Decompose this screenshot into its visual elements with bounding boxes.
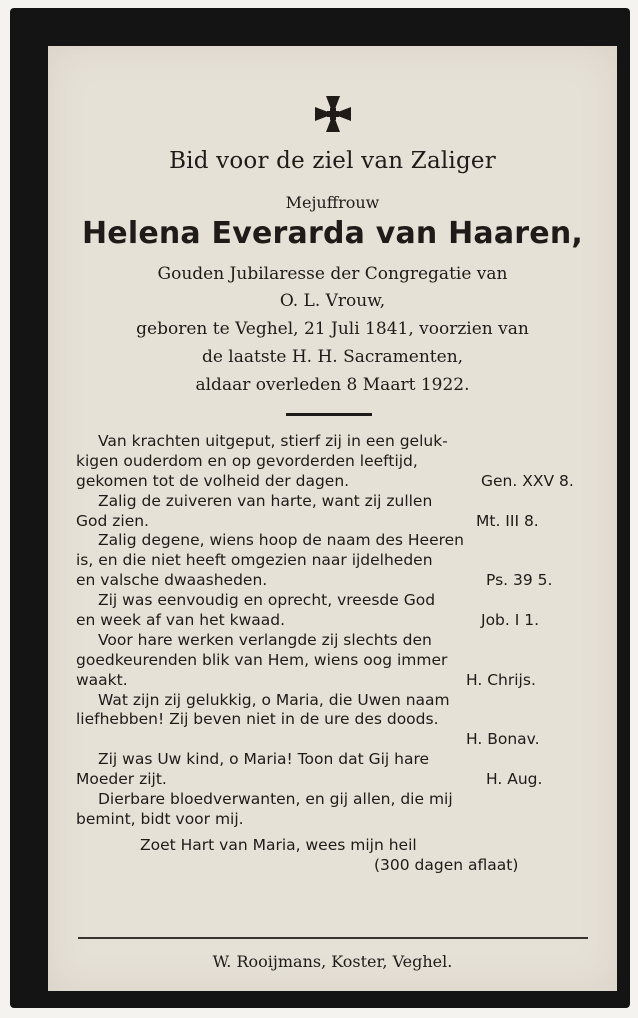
text-line	[76, 671, 590, 691]
body-text	[76, 432, 590, 876]
indulgence-note: (300 dagen aflaat)	[374, 855, 519, 874]
text-line: Dierbare bloedverwanten, en gij allen, die mij	[98, 790, 453, 809]
text-line: Wat zijn zij gelukkig, o Maria, die Uwen naam	[98, 690, 450, 709]
scripture-reference: Mt. III 8.	[476, 511, 539, 530]
text-line: kigen ouderdom en op gevorderden leeftijd,	[76, 451, 418, 470]
text-line: Zoet Hart van Maria, wees mijn heil	[140, 835, 417, 854]
text-fragment: Moeder zijt.	[76, 770, 167, 789]
text-line: Zalig de zuiveren van harte, want zij zullen	[98, 491, 433, 510]
info-line: aldaar overleden 8 Maart 1922.	[195, 375, 470, 395]
text-fragment: en valsche dwaasheden.	[76, 571, 268, 590]
text-line	[76, 472, 590, 492]
deceased-name: Helena Everarda van Haaren,	[81, 216, 583, 251]
text-line: is, en die niet heeft omgezien naar ijdelheden	[76, 551, 433, 570]
text-fragment: waakt.	[76, 670, 128, 689]
text-line	[76, 571, 590, 591]
info-line: Gouden Jubilaresse der Congregatie van	[157, 264, 508, 284]
footer-divider	[78, 937, 588, 939]
cross-pattee-icon	[48, 94, 617, 134]
scripture-reference: Job. I 1.	[481, 611, 540, 630]
text-line: Zij was eenvoudig en oprecht, vreesde God	[98, 591, 436, 610]
text-line	[76, 611, 590, 631]
saint-reference: H. Chrijs.	[466, 670, 536, 689]
text-line: Zij was Uw kind, o Maria! Toon dat Gij hare	[98, 750, 430, 769]
text-line: Voor hare werken verlangde zij slechts den	[98, 630, 432, 649]
text-line	[76, 512, 590, 532]
text-line	[76, 770, 590, 790]
text-line: Zalig degene, wiens hoop de naam des Heeren	[98, 531, 465, 550]
saint-reference: H. Bonav.	[466, 730, 540, 749]
text-fragment: gekomen tot de volheid der dagen.	[76, 471, 350, 490]
text-line: bemint, bidt voor mij.	[76, 809, 244, 828]
info-line: geboren te Veghel, 21 Juli 1841, voorzien van	[136, 319, 529, 339]
scripture-reference: Gen. XXV 8.	[481, 471, 574, 490]
text-line: Van krachten uitgeput, stierf zij in een geluk-	[98, 432, 448, 450]
info-line: O. L. Vrouw,	[279, 291, 386, 311]
scripture-reference: Ps. 39 5.	[486, 571, 553, 590]
card-panel	[48, 46, 617, 991]
info-line: de laatste H. H. Sacramenten,	[201, 347, 464, 367]
saint-reference: H. Aug.	[486, 770, 543, 789]
honorific: Mejuffrouw	[285, 193, 380, 212]
text-fragment: God zien.	[76, 511, 149, 530]
text-line: goedkeurenden blik van Hem, wiens oog immer	[76, 650, 448, 669]
text-line	[76, 730, 590, 750]
prayer-heading: Bid voor de ziel van Zaliger	[169, 148, 496, 174]
memorial-card	[10, 8, 630, 1008]
divider	[286, 413, 372, 416]
printer-imprint: W. Rooijmans, Koster, Veghel.	[212, 952, 453, 971]
text-fragment: en week af van het kwaad.	[76, 611, 286, 630]
text-line: liefhebben! Zij beven niet in de ure des doods.	[76, 710, 439, 729]
